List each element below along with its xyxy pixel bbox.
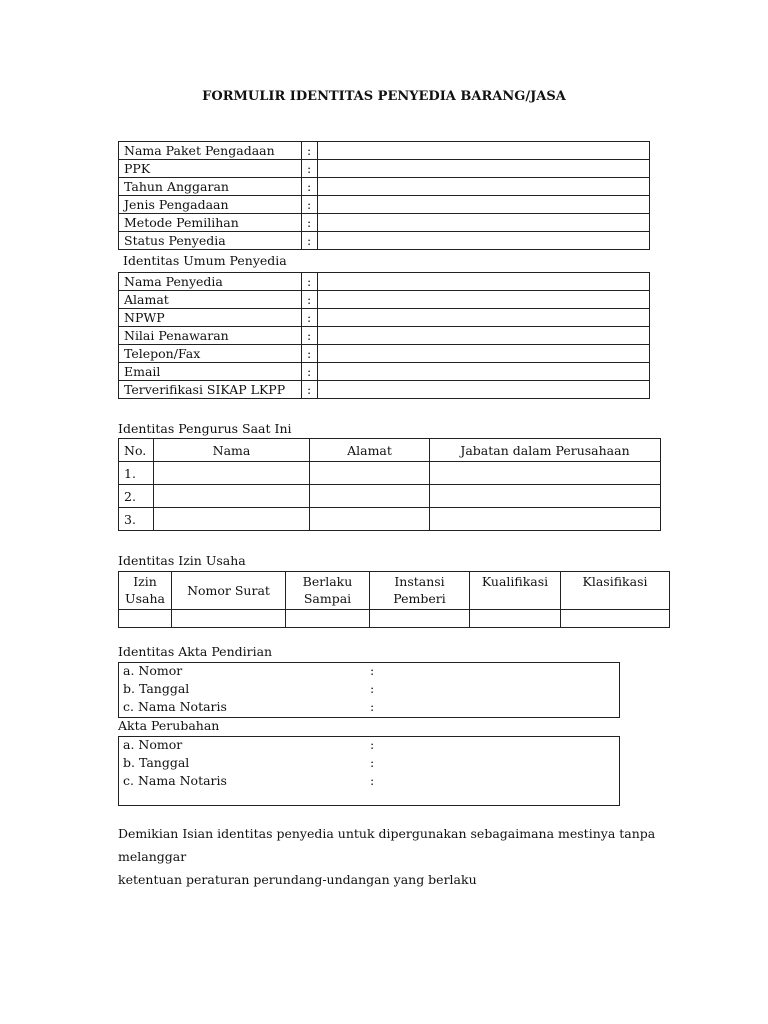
akta-perubahan-label: c. Nama Notaris xyxy=(123,773,227,788)
alamat-cell[interactable] xyxy=(310,462,430,485)
colon: : xyxy=(370,755,375,770)
row-label: Metode Pemilihan xyxy=(119,214,302,232)
table-row xyxy=(119,508,661,531)
table-row xyxy=(119,214,650,232)
jabatan-cell[interactable] xyxy=(430,508,661,531)
value-field[interactable] xyxy=(318,178,650,196)
colon: : xyxy=(302,273,318,291)
row-label: Jenis Pengadaan xyxy=(119,196,302,214)
kualifikasi-cell[interactable] xyxy=(470,610,561,628)
value-field[interactable] xyxy=(318,160,650,178)
row-label: PPK xyxy=(119,160,302,178)
pengurus-heading: Identitas Pengurus Saat Ini xyxy=(118,421,292,436)
akta-pendirian-label: c. Nama Notaris xyxy=(123,699,227,714)
value-field[interactable] xyxy=(318,232,650,250)
colon: : xyxy=(302,309,318,327)
colon: : xyxy=(302,345,318,363)
colon: : xyxy=(302,363,318,381)
colon: : xyxy=(302,142,318,160)
akta-perubahan-label: a. Nomor xyxy=(123,737,183,752)
alamat-cell[interactable] xyxy=(310,508,430,531)
header-line: Usaha xyxy=(125,591,165,606)
pengurus-table xyxy=(118,438,661,531)
row-label: Nama Penyedia xyxy=(119,273,302,291)
header-line: Kualifikasi xyxy=(481,574,549,589)
akta-perubahan-heading: Akta Perubahan xyxy=(118,718,220,733)
colon: : xyxy=(370,663,375,678)
header-line: Nomor Surat xyxy=(187,583,270,598)
colon: : xyxy=(302,196,318,214)
akta-perubahan-box xyxy=(118,736,620,806)
colon: : xyxy=(370,681,375,696)
izin-usaha-cell[interactable] xyxy=(119,610,172,628)
value-field[interactable] xyxy=(318,196,650,214)
berlaku-sampai-cell[interactable] xyxy=(286,610,370,628)
column-header xyxy=(370,572,470,610)
row-number: 2. xyxy=(119,485,154,508)
table-row xyxy=(119,345,650,363)
klasifikasi-cell[interactable] xyxy=(561,610,670,628)
row-label: Nama Paket Pengadaan xyxy=(119,142,302,160)
jabatan-cell[interactable] xyxy=(430,462,661,485)
value-field[interactable] xyxy=(318,363,650,381)
nama-cell[interactable] xyxy=(154,485,310,508)
row-label: Terverifikasi SIKAP LKPP xyxy=(119,381,302,399)
izin-table xyxy=(118,571,670,628)
value-field[interactable] xyxy=(318,142,650,160)
form-title: FORMULIR IDENTITAS PENYEDIA BARANG/JASA xyxy=(202,89,566,104)
table-header-row xyxy=(119,572,670,610)
instansi-pemberi-cell[interactable] xyxy=(370,610,470,628)
table-row xyxy=(119,160,650,178)
akta-perubahan-label: b. Tanggal xyxy=(123,755,190,770)
nama-cell[interactable] xyxy=(154,462,310,485)
table-header-row xyxy=(119,439,661,462)
header-line: Izin xyxy=(133,574,157,589)
row-label: Email xyxy=(119,363,302,381)
table-row xyxy=(119,291,650,309)
table-row xyxy=(119,363,650,381)
paket-table xyxy=(118,141,650,250)
column-header xyxy=(561,572,670,610)
colon: : xyxy=(302,291,318,309)
value-field[interactable] xyxy=(318,291,650,309)
column-header xyxy=(172,572,286,610)
column-header: Nama xyxy=(154,439,310,462)
closing-line: Demikian Isian identitas penyedia untuk dipergunakan sebagaimana mestinya tanpa melanggar xyxy=(118,826,656,864)
value-field[interactable] xyxy=(318,381,650,399)
colon: : xyxy=(302,327,318,345)
colon: : xyxy=(370,773,375,788)
colon: : xyxy=(302,214,318,232)
table-row xyxy=(119,196,650,214)
header-line: Berlaku xyxy=(302,574,353,589)
row-number: 3. xyxy=(119,508,154,531)
nama-cell[interactable] xyxy=(154,508,310,531)
table-row xyxy=(119,610,670,628)
row-label: Alamat xyxy=(119,291,302,309)
colon: : xyxy=(302,160,318,178)
row-number: 1. xyxy=(119,462,154,485)
table-row xyxy=(119,485,661,508)
column-header xyxy=(470,572,561,610)
row-label: Tahun Anggaran xyxy=(119,178,302,196)
colon: : xyxy=(370,737,375,752)
table-row xyxy=(119,309,650,327)
closing-line: ketentuan peraturan perundang-undangan yang berlaku xyxy=(118,872,477,887)
colon: : xyxy=(302,381,318,399)
header-line: Instansi xyxy=(394,574,445,589)
row-label: Status Penyedia xyxy=(119,232,302,250)
akta-pendirian-label: b. Tanggal xyxy=(123,681,190,696)
column-header: Alamat xyxy=(310,439,430,462)
table-row xyxy=(119,462,661,485)
jabatan-cell[interactable] xyxy=(430,485,661,508)
value-field[interactable] xyxy=(318,214,650,232)
header-line: Pemberi xyxy=(393,591,446,606)
umum-table xyxy=(118,272,650,399)
row-label: NPWP xyxy=(119,309,302,327)
closing-statement xyxy=(118,822,678,891)
colon: : xyxy=(302,178,318,196)
column-header: Jabatan dalam Perusahaan xyxy=(430,439,661,462)
row-label: Nilai Penawaran xyxy=(119,327,302,345)
value-field[interactable] xyxy=(318,327,650,345)
alamat-cell[interactable] xyxy=(310,485,430,508)
colon: : xyxy=(370,699,375,714)
table-row xyxy=(119,178,650,196)
value-field[interactable] xyxy=(318,309,650,327)
column-header xyxy=(286,572,370,610)
table-row xyxy=(119,142,650,160)
umum-heading: Identitas Umum Penyedia xyxy=(123,253,287,268)
value-field[interactable] xyxy=(318,273,650,291)
header-line: Klasifikasi xyxy=(582,574,648,589)
row-label: Telepon/Fax xyxy=(119,345,302,363)
akta-pendirian-label: a. Nomor xyxy=(123,663,183,678)
izin-heading: Identitas Izin Usaha xyxy=(118,553,246,568)
table-row xyxy=(119,232,650,250)
nomor-surat-cell[interactable] xyxy=(172,610,286,628)
table-row xyxy=(119,381,650,399)
table-row xyxy=(119,327,650,345)
column-header xyxy=(119,572,172,610)
table-row xyxy=(119,273,650,291)
header-line: Sampai xyxy=(303,591,352,606)
akta-pendirian-heading: Identitas Akta Pendirian xyxy=(118,644,273,659)
value-field[interactable] xyxy=(318,345,650,363)
colon: : xyxy=(302,232,318,250)
column-header: No. xyxy=(119,439,154,462)
